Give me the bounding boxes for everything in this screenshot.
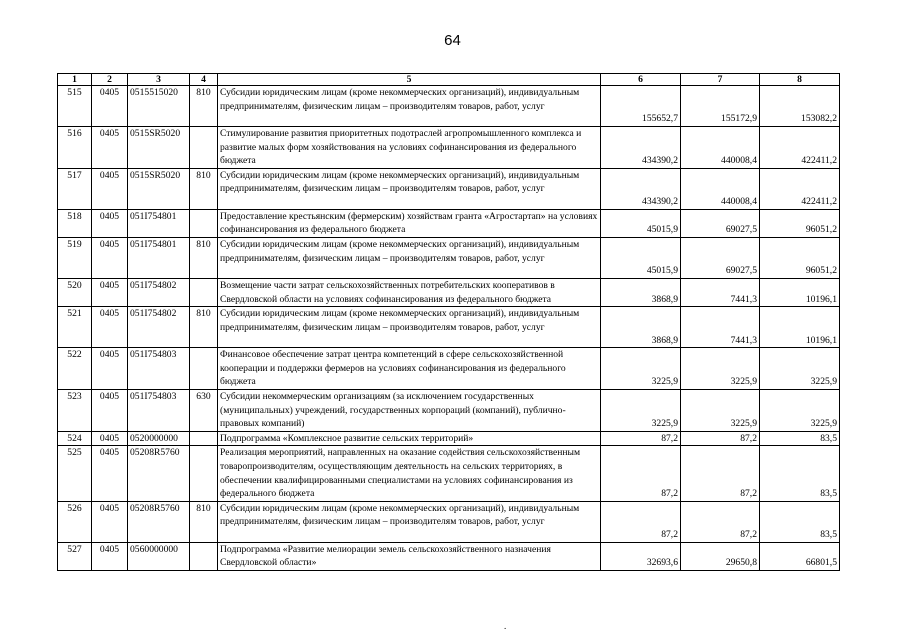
page-number: 64: [444, 32, 461, 49]
amount-year1-cell: 3225,9: [601, 389, 681, 431]
section-code-cell: 0405: [92, 168, 128, 209]
expense-type-cell: [190, 542, 218, 570]
section-code-cell: 0405: [92, 431, 128, 446]
target-code-cell: 051I754803: [128, 348, 190, 390]
description-cell: Субсидии юридическим лицам (кроме некоммерческих организаций), индивидуальным предпринимателям, физическим лицам – производителям товаров, работ, услуг: [218, 501, 601, 542]
section-code-cell: 0405: [92, 307, 128, 348]
amount-year1-cell: 45015,9: [601, 209, 681, 237]
table-row: [58, 501, 840, 542]
column-header: 3: [128, 74, 190, 86]
row-number-cell: 523: [58, 389, 92, 431]
amount-year3-cell: 422411,2: [760, 168, 840, 209]
expense-type-cell: [190, 431, 218, 446]
amount-year3-cell: 83,5: [760, 431, 840, 446]
row-number-cell: 522: [58, 348, 92, 390]
expense-type-cell: 630: [190, 389, 218, 431]
amount-year2-cell: 87,2: [681, 446, 760, 501]
amount-year1-cell: 3868,9: [601, 307, 681, 348]
target-code-cell: 0515SR5020: [128, 127, 190, 169]
target-code-cell: 05208R5760: [128, 501, 190, 542]
row-number-cell: 519: [58, 237, 92, 278]
row-number-cell: 524: [58, 431, 92, 446]
amount-year1-cell: 3868,9: [601, 278, 681, 306]
description-cell: Возмещение части затрат сельскохозяйственных потребительских кооперативов в Свердловской области на условиях софинансирования из федерального бюджета: [218, 278, 601, 306]
row-number-cell: 526: [58, 501, 92, 542]
expense-type-cell: [190, 348, 218, 390]
amount-year1-cell: 87,2: [601, 446, 681, 501]
table-row: [58, 237, 840, 278]
section-code-cell: 0405: [92, 86, 128, 127]
table-row: [58, 446, 840, 501]
target-code-cell: 05208R5760: [128, 446, 190, 501]
column-header: 5: [218, 74, 601, 86]
amount-year2-cell: 7441,3: [681, 278, 760, 306]
expense-type-cell: 810: [190, 168, 218, 209]
amount-year3-cell: 10196,1: [760, 278, 840, 306]
amount-year2-cell: 69027,5: [681, 209, 760, 237]
description-cell: Субсидии юридическим лицам (кроме некоммерческих организаций), индивидуальным предпринимателям, физическим лицам – производителям товаров, работ, услуг: [218, 86, 601, 127]
amount-year3-cell: 96051,2: [760, 237, 840, 278]
amount-year3-cell: 3225,9: [760, 389, 840, 431]
amount-year3-cell: 153082,2: [760, 86, 840, 127]
footer-mark: .: [504, 621, 507, 631]
section-code-cell: 0405: [92, 348, 128, 390]
target-code-cell: 0560000000: [128, 542, 190, 570]
column-header: 2: [92, 74, 128, 86]
row-number-cell: 520: [58, 278, 92, 306]
amount-year1-cell: 87,2: [601, 431, 681, 446]
table-header-row: [58, 74, 840, 86]
amount-year3-cell: 3225,9: [760, 348, 840, 390]
amount-year1-cell: 155652,7: [601, 86, 681, 127]
table-row: [58, 168, 840, 209]
row-number-cell: 515: [58, 86, 92, 127]
table-row: [58, 389, 840, 431]
amount-year3-cell: 10196,1: [760, 307, 840, 348]
table-row: [58, 86, 840, 127]
table-row: [58, 348, 840, 390]
amount-year1-cell: 3225,9: [601, 348, 681, 390]
column-header: 7: [681, 74, 760, 86]
description-cell: Финансовое обеспечение затрат центра компетенций в сфере сельскохозяйственной кооперации и поддержки фермеров на условиях софинансирования из федерального бюджета: [218, 348, 601, 390]
table-body: [58, 86, 840, 571]
budget-table: [57, 73, 840, 571]
description-cell: Субсидии юридическим лицам (кроме некоммерческих организаций), индивидуальным предпринимателям, физическим лицам – производителям товаров, работ, услуг: [218, 237, 601, 278]
amount-year2-cell: 440008,4: [681, 127, 760, 169]
amount-year1-cell: 32693,6: [601, 542, 681, 570]
column-header: 1: [58, 74, 92, 86]
row-number-cell: 516: [58, 127, 92, 169]
amount-year1-cell: 45015,9: [601, 237, 681, 278]
amount-year2-cell: 87,2: [681, 501, 760, 542]
amount-year2-cell: 69027,5: [681, 237, 760, 278]
table-row: [58, 542, 840, 570]
expense-type-cell: [190, 278, 218, 306]
target-code-cell: 0520000000: [128, 431, 190, 446]
section-code-cell: 0405: [92, 389, 128, 431]
section-code-cell: 0405: [92, 446, 128, 501]
section-code-cell: 0405: [92, 209, 128, 237]
expense-type-cell: 810: [190, 86, 218, 127]
description-cell: Реализация мероприятий, направленных на оказание содействия сельскохозяйственным товаропроизводителям, осуществляющим деятельность на сельских территориях, в обеспечении квалифицированными специалистами на условиях софинансирования из федерального бюджета: [218, 446, 601, 501]
description-cell: Субсидии юридическим лицам (кроме некоммерческих организаций), индивидуальным предпринимателям, физическим лицам – производителям товаров, работ, услуг: [218, 168, 601, 209]
row-number-cell: 521: [58, 307, 92, 348]
amount-year2-cell: 7441,3: [681, 307, 760, 348]
amount-year2-cell: 155172,9: [681, 86, 760, 127]
section-code-cell: 0405: [92, 127, 128, 169]
table-row: [58, 431, 840, 446]
target-code-cell: 0515SR5020: [128, 168, 190, 209]
amount-year1-cell: 87,2: [601, 501, 681, 542]
amount-year1-cell: 434390,2: [601, 127, 681, 169]
column-header: 4: [190, 74, 218, 86]
section-code-cell: 0405: [92, 542, 128, 570]
description-cell: Предоставление крестьянским (фермерским) хозяйствам гранта «Агростартап» на условиях софинансирования из федерального бюджета: [218, 209, 601, 237]
amount-year1-cell: 434390,2: [601, 168, 681, 209]
row-number-cell: 525: [58, 446, 92, 501]
expense-type-cell: [190, 127, 218, 169]
expense-type-cell: [190, 209, 218, 237]
target-code-cell: 051I754801: [128, 237, 190, 278]
section-code-cell: 0405: [92, 278, 128, 306]
row-number-cell: 518: [58, 209, 92, 237]
amount-year2-cell: 440008,4: [681, 168, 760, 209]
section-code-cell: 0405: [92, 501, 128, 542]
section-code-cell: 0405: [92, 237, 128, 278]
target-code-cell: 051I754802: [128, 307, 190, 348]
description-cell: Субсидии юридическим лицам (кроме некоммерческих организаций), индивидуальным предпринимателям, физическим лицам – производителям товаров, работ, услуг: [218, 307, 601, 348]
target-code-cell: 0515515020: [128, 86, 190, 127]
description-cell: Стимулирование развития приоритетных подотраслей агропромышленного комплекса и развитие малых форм хозяйствования на условиях софинансирования из федерального бюджета: [218, 127, 601, 169]
table-row: [58, 307, 840, 348]
description-cell: Подпрограмма «Комплексное развитие сельских территорий»: [218, 431, 601, 446]
expense-type-cell: 810: [190, 501, 218, 542]
amount-year3-cell: 83,5: [760, 501, 840, 542]
amount-year3-cell: 66801,5: [760, 542, 840, 570]
amount-year2-cell: 87,2: [681, 431, 760, 446]
amount-year2-cell: 3225,9: [681, 348, 760, 390]
target-code-cell: 051I754803: [128, 389, 190, 431]
row-number-cell: 517: [58, 168, 92, 209]
amount-year2-cell: 3225,9: [681, 389, 760, 431]
description-cell: Подпрограмма «Развитие мелиорации земель сельскохозяйственного назначения Свердловской области»: [218, 542, 601, 570]
table-row: [58, 127, 840, 169]
target-code-cell: 051I754801: [128, 209, 190, 237]
column-header: 8: [760, 74, 840, 86]
expense-type-cell: 810: [190, 307, 218, 348]
expense-type-cell: 810: [190, 237, 218, 278]
expense-type-cell: [190, 446, 218, 501]
table-row: [58, 278, 840, 306]
row-number-cell: 527: [58, 542, 92, 570]
amount-year2-cell: 29650,8: [681, 542, 760, 570]
column-header: 6: [601, 74, 681, 86]
table-row: [58, 209, 840, 237]
amount-year3-cell: 96051,2: [760, 209, 840, 237]
amount-year3-cell: 83,5: [760, 446, 840, 501]
target-code-cell: 051I754802: [128, 278, 190, 306]
amount-year3-cell: 422411,2: [760, 127, 840, 169]
description-cell: Субсидии некоммерческим организациям (за исключением государственных (муниципальных) учреждений, государственных корпораций (компаний), публично-правовых компаний): [218, 389, 601, 431]
